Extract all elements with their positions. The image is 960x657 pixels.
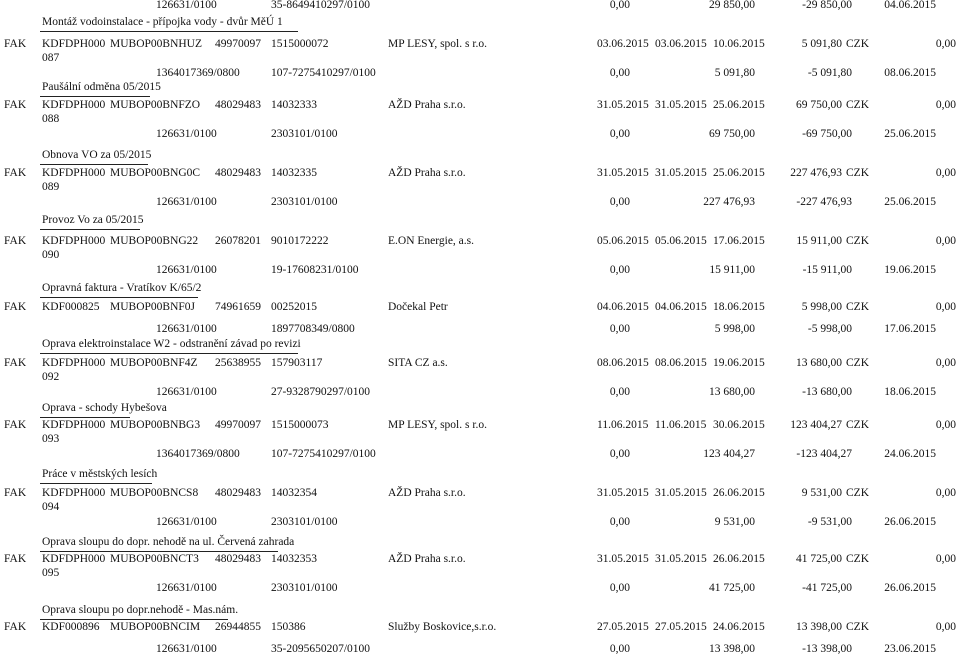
payment-amount-a: 0,00 xyxy=(609,0,630,11)
due-date: 26.06.2015 xyxy=(713,487,765,499)
record-code: MUBOP00BNF0J xyxy=(110,301,195,313)
payment-date: 24.06.2015 xyxy=(884,448,936,460)
payment-amount-b: 9 531,00 xyxy=(714,516,755,528)
counter-account: 2303101/0100 xyxy=(271,196,338,208)
record-description: Paušální odměna 05/2015 xyxy=(42,81,161,93)
supplier-name: Dočekal Petr xyxy=(388,301,448,313)
supplier-ico: 74961659 xyxy=(215,301,261,313)
description-underline xyxy=(40,297,198,298)
invoice-balance: 0,00 xyxy=(935,621,956,633)
payment-amount-a: 0,00 xyxy=(609,448,630,460)
record-description: Oprava sloupu do dopr. nehodě na ul. Červená zahrada xyxy=(42,536,295,548)
invoice-row xyxy=(0,620,960,635)
payment-amount-b: 29 850,00 xyxy=(709,0,755,11)
invoice-balance: 0,00 xyxy=(935,419,956,431)
document-number-suffix: 092 xyxy=(42,371,60,383)
document-number: KDFDPH000 xyxy=(42,99,106,111)
record-code: MUBOP00BNF4Z xyxy=(110,357,198,369)
bank-account: 126631/0100 xyxy=(156,0,217,11)
issue-date: 31.05.2015 xyxy=(597,99,649,111)
issue-date: 08.06.2015 xyxy=(597,357,649,369)
variable-symbol: 1515000073 xyxy=(271,419,329,431)
document-number-continuation xyxy=(0,370,960,385)
payment-amount-b: 123 404,27 xyxy=(703,448,755,460)
issue-date: 04.06.2015 xyxy=(597,301,649,313)
bank-account: 126631/0100 xyxy=(156,264,217,276)
payment-amount-a: 0,00 xyxy=(609,128,630,140)
taxable-date: 04.06.2015 xyxy=(655,301,707,313)
currency: CZK xyxy=(846,99,869,111)
payment-amount-c: -13 398,00 xyxy=(802,643,852,655)
payment-amount-b: 69 750,00 xyxy=(709,128,755,140)
document-number-continuation xyxy=(0,248,960,263)
payment-date: 18.06.2015 xyxy=(884,386,936,398)
supplier-name: E.ON Energie, a.s. xyxy=(388,235,475,247)
description-underline xyxy=(40,31,298,32)
payment-row xyxy=(0,385,960,400)
record-code: MUBOP00BNFZO xyxy=(110,99,201,111)
currency: CZK xyxy=(846,38,869,50)
due-date: 25.06.2015 xyxy=(713,99,765,111)
document-number-suffix: 094 xyxy=(42,501,60,513)
payment-amount-b: 13 398,00 xyxy=(709,643,755,655)
payment-amount-a: 0,00 xyxy=(609,386,630,398)
payment-amount-a: 0,00 xyxy=(609,67,630,79)
document-number: KDFDPH000 xyxy=(42,38,106,50)
record-type: FAK xyxy=(4,99,27,111)
bank-account: 126631/0100 xyxy=(156,323,217,335)
payment-amount-c: -5 998,00 xyxy=(807,323,852,335)
invoice-balance: 0,00 xyxy=(935,99,956,111)
issue-date: 11.06.2015 xyxy=(597,419,649,431)
document-number-suffix: 087 xyxy=(42,52,60,64)
variable-symbol: 157903117 xyxy=(271,357,323,369)
record-type: FAK xyxy=(4,553,27,565)
issue-date: 31.05.2015 xyxy=(597,553,649,565)
due-date: 19.06.2015 xyxy=(713,357,765,369)
payment-amount-b: 13 680,00 xyxy=(709,386,755,398)
currency: CZK xyxy=(846,553,869,565)
invoice-balance: 0,00 xyxy=(935,38,956,50)
invoice-amount: 69 750,00 xyxy=(796,99,842,111)
payment-amount-b: 5 998,00 xyxy=(714,323,755,335)
payment-amount-c: -29 850,00 xyxy=(802,0,852,11)
variable-symbol: 9010172222 xyxy=(271,235,329,247)
supplier-name: MP LESY, spol. s r.o. xyxy=(388,38,488,50)
invoice-amount: 5 091,80 xyxy=(801,38,842,50)
bank-account: 126631/0100 xyxy=(156,386,217,398)
counter-account: 107-7275410297/0100 xyxy=(271,67,376,79)
document-number-suffix: 093 xyxy=(42,433,60,445)
invoice-row xyxy=(0,486,960,501)
record-type: FAK xyxy=(4,487,27,499)
supplier-ico: 25638955 xyxy=(215,357,261,369)
supplier-ico: 48029483 xyxy=(215,167,261,179)
record-type: FAK xyxy=(4,167,27,179)
payment-date: 26.06.2015 xyxy=(884,582,936,594)
record-description: Oprava elektroinstalace W2 - odstranění závad po revizi xyxy=(42,338,301,350)
record-code: MUBOP00BNHUZ xyxy=(110,38,203,50)
issue-date: 03.06.2015 xyxy=(597,38,649,50)
variable-symbol: 14032353 xyxy=(271,553,317,565)
document-number: KDFDPH000 xyxy=(42,357,106,369)
description-underline xyxy=(40,164,148,165)
payment-amount-c: -123 404,27 xyxy=(796,448,852,460)
counter-account: 27-9328790297/0100 xyxy=(271,386,371,398)
document-number: KDFDPH000 xyxy=(42,167,106,179)
due-date: 30.06.2015 xyxy=(713,419,765,431)
issue-date: 31.05.2015 xyxy=(597,167,649,179)
invoice-balance: 0,00 xyxy=(935,357,956,369)
invoice-amount: 227 476,93 xyxy=(790,167,842,179)
due-date: 26.06.2015 xyxy=(713,553,765,565)
document-number: KDFDPH000 xyxy=(42,487,106,499)
document-number-continuation xyxy=(0,112,960,127)
invoice-amount: 123 404,27 xyxy=(790,419,842,431)
record-code: MUBOP00BNCT3 xyxy=(110,553,199,565)
invoice-row xyxy=(0,418,960,433)
invoice-row xyxy=(0,552,960,567)
payment-row-top xyxy=(0,0,960,13)
record-code: MUBOP00BNCS8 xyxy=(110,487,199,499)
currency: CZK xyxy=(846,301,869,313)
record-type: FAK xyxy=(4,357,27,369)
payment-amount-a: 0,00 xyxy=(609,196,630,208)
taxable-date: 03.06.2015 xyxy=(655,38,707,50)
payment-row xyxy=(0,263,960,278)
payment-amount-a: 0,00 xyxy=(609,264,630,276)
bank-account: 1364017369/0800 xyxy=(156,448,240,460)
invoice-amount: 41 725,00 xyxy=(796,553,842,565)
description-underline xyxy=(40,96,150,97)
counter-account: 2303101/0100 xyxy=(271,128,338,140)
payment-amount-b: 5 091,80 xyxy=(714,67,755,79)
invoice-row xyxy=(0,234,960,249)
invoice-amount: 13 680,00 xyxy=(796,357,842,369)
invoice-balance: 0,00 xyxy=(935,301,956,313)
record-description: Opravná faktura - Vratíkov K/65/2 xyxy=(42,282,202,294)
payment-amount-c: -69 750,00 xyxy=(802,128,852,140)
payment-row xyxy=(0,581,960,596)
variable-symbol: 00252015 xyxy=(271,301,317,313)
invoice-balance: 0,00 xyxy=(935,167,956,179)
description-underline xyxy=(40,353,298,354)
taxable-date: 31.05.2015 xyxy=(655,553,707,565)
currency: CZK xyxy=(846,487,869,499)
taxable-date: 31.05.2015 xyxy=(655,99,707,111)
payment-date: 08.06.2015 xyxy=(884,67,936,79)
variable-symbol: 14032333 xyxy=(271,99,317,111)
record-type: FAK xyxy=(4,38,27,50)
document-number: KDF000896 xyxy=(42,621,100,633)
record-type: FAK xyxy=(4,621,27,633)
taxable-date: 05.06.2015 xyxy=(655,235,707,247)
document-number-continuation xyxy=(0,51,960,66)
payment-amount-c: -13 680,00 xyxy=(802,386,852,398)
counter-account: 19-17608231/0100 xyxy=(271,264,359,276)
taxable-date: 27.05.2015 xyxy=(655,621,707,633)
invoice-balance: 0,00 xyxy=(935,235,956,247)
payment-amount-a: 0,00 xyxy=(609,323,630,335)
taxable-date: 31.05.2015 xyxy=(655,487,707,499)
supplier-ico: 49970097 xyxy=(215,419,261,431)
payment-row xyxy=(0,66,960,81)
record-code: MUBOP00BNBG3 xyxy=(110,419,201,431)
invoice-amount: 5 998,00 xyxy=(801,301,842,313)
payment-date: 26.06.2015 xyxy=(884,516,936,528)
counter-account: 107-7275410297/0100 xyxy=(271,448,376,460)
invoice-row xyxy=(0,98,960,113)
counter-account: 1897708349/0800 xyxy=(271,323,355,335)
record-description: Oprava sloupu po dopr.nehodě - Mas.nám. xyxy=(42,604,239,616)
payment-amount-c: -5 091,80 xyxy=(807,67,852,79)
description-underline xyxy=(40,229,140,230)
currency: CZK xyxy=(846,167,869,179)
due-date: 25.06.2015 xyxy=(713,167,765,179)
payment-row xyxy=(0,127,960,142)
document-number: KDF000825 xyxy=(42,301,100,313)
payment-row xyxy=(0,642,960,657)
currency: CZK xyxy=(846,621,869,633)
document-number-suffix: 090 xyxy=(42,249,60,261)
bank-account: 126631/0100 xyxy=(156,128,217,140)
invoice-row xyxy=(0,300,960,315)
payment-date: 19.06.2015 xyxy=(884,264,936,276)
payment-amount-b: 15 911,00 xyxy=(709,264,755,276)
invoice-row xyxy=(0,356,960,371)
payment-amount-c: -9 531,00 xyxy=(807,516,852,528)
record-code: MUBOP00BNG0C xyxy=(110,167,201,179)
counter-account: 35-8649410297/0100 xyxy=(271,0,371,11)
record-description: Montáž vodoinstalace - přípojka vody - dvůr MěÚ 1 xyxy=(42,16,283,28)
currency: CZK xyxy=(846,357,869,369)
record-description: Práce v městských lesích xyxy=(42,468,158,480)
payment-amount-a: 0,00 xyxy=(609,582,630,594)
payment-date: 25.06.2015 xyxy=(884,128,936,140)
bank-account: 126631/0100 xyxy=(156,196,217,208)
payment-amount-b: 41 725,00 xyxy=(709,582,755,594)
record-description: Oprava - schody Hybešova xyxy=(42,402,167,414)
record-type: FAK xyxy=(4,419,27,431)
taxable-date: 31.05.2015 xyxy=(655,167,707,179)
currency: CZK xyxy=(846,235,869,247)
taxable-date: 11.06.2015 xyxy=(655,419,707,431)
payment-amount-b: 227 476,93 xyxy=(703,196,755,208)
document-number-continuation xyxy=(0,500,960,515)
counter-account: 2303101/0100 xyxy=(271,516,338,528)
payment-row xyxy=(0,447,960,462)
supplier-name: Služby Boskovice,s.r.o. xyxy=(388,621,497,633)
record-description: Provoz Vo za 05/2015 xyxy=(42,214,144,226)
supplier-ico: 48029483 xyxy=(215,553,261,565)
payment-amount-c: -15 911,00 xyxy=(802,264,852,276)
payment-date: 25.06.2015 xyxy=(884,196,936,208)
document-number-suffix: 089 xyxy=(42,181,60,193)
supplier-ico: 49970097 xyxy=(215,38,261,50)
record-code: MUBOP00BNG22 xyxy=(110,235,199,247)
document-number-suffix: 095 xyxy=(42,567,60,579)
payment-amount-c: -41 725,00 xyxy=(802,582,852,594)
record-type: FAK xyxy=(4,301,27,313)
invoice-row xyxy=(0,166,960,181)
invoice-amount: 15 911,00 xyxy=(796,235,842,247)
payment-row xyxy=(0,322,960,337)
counter-account: 2303101/0100 xyxy=(271,582,338,594)
issue-date: 05.06.2015 xyxy=(597,235,649,247)
supplier-ico: 48029483 xyxy=(215,487,261,499)
variable-symbol: 14032354 xyxy=(271,487,317,499)
issue-date: 31.05.2015 xyxy=(597,487,649,499)
due-date: 24.06.2015 xyxy=(713,621,765,633)
document-number-continuation xyxy=(0,566,960,581)
invoice-row xyxy=(0,37,960,52)
payment-date: 04.06.2015 xyxy=(884,0,936,11)
supplier-ico: 26944855 xyxy=(215,621,261,633)
supplier-ico: 48029483 xyxy=(215,99,261,111)
currency: CZK xyxy=(846,419,869,431)
invoice-balance: 0,00 xyxy=(935,487,956,499)
document-number-continuation xyxy=(0,432,960,447)
payment-row xyxy=(0,515,960,530)
payment-amount-a: 0,00 xyxy=(609,643,630,655)
variable-symbol: 150386 xyxy=(271,621,306,633)
bank-account: 126631/0100 xyxy=(156,516,217,528)
supplier-ico: 26078201 xyxy=(215,235,261,247)
counter-account: 35-2095650207/0100 xyxy=(271,643,371,655)
supplier-name: AŽD Praha s.r.o. xyxy=(388,99,466,111)
due-date: 10.06.2015 xyxy=(713,38,765,50)
payment-amount-a: 0,00 xyxy=(609,516,630,528)
supplier-name: SITA CZ a.s. xyxy=(388,357,448,369)
invoice-amount: 13 398,00 xyxy=(796,621,842,633)
due-date: 18.06.2015 xyxy=(713,301,765,313)
description-underline xyxy=(40,483,152,484)
payment-date: 23.06.2015 xyxy=(884,643,936,655)
document-number: KDFDPH000 xyxy=(42,553,106,565)
invoice-amount: 9 531,00 xyxy=(801,487,842,499)
variable-symbol: 14032335 xyxy=(271,167,317,179)
supplier-name: AŽD Praha s.r.o. xyxy=(388,167,466,179)
due-date: 17.06.2015 xyxy=(713,235,765,247)
document-number: KDFDPH000 xyxy=(42,419,106,431)
bank-account: 126631/0100 xyxy=(156,643,217,655)
issue-date: 27.05.2015 xyxy=(597,621,649,633)
bank-account: 1364017369/0800 xyxy=(156,67,240,79)
bank-account: 126631/0100 xyxy=(156,582,217,594)
record-code: MUBOP00BNCIM xyxy=(110,621,201,633)
document-number-suffix: 088 xyxy=(42,113,60,125)
supplier-name: MP LESY, spol. s r.o. xyxy=(388,419,488,431)
document-number-continuation xyxy=(0,180,960,195)
invoice-balance: 0,00 xyxy=(935,553,956,565)
payment-date: 17.06.2015 xyxy=(884,323,936,335)
supplier-name: AŽD Praha s.r.o. xyxy=(388,487,466,499)
document-number: KDFDPH000 xyxy=(42,235,106,247)
taxable-date: 08.06.2015 xyxy=(655,357,707,369)
variable-symbol: 1515000072 xyxy=(271,38,329,50)
payment-amount-c: -227 476,93 xyxy=(796,196,852,208)
record-description: Obnova VO za 05/2015 xyxy=(42,149,152,161)
payment-row xyxy=(0,195,960,210)
record-type: FAK xyxy=(4,235,27,247)
supplier-name: AŽD Praha s.r.o. xyxy=(388,553,466,565)
